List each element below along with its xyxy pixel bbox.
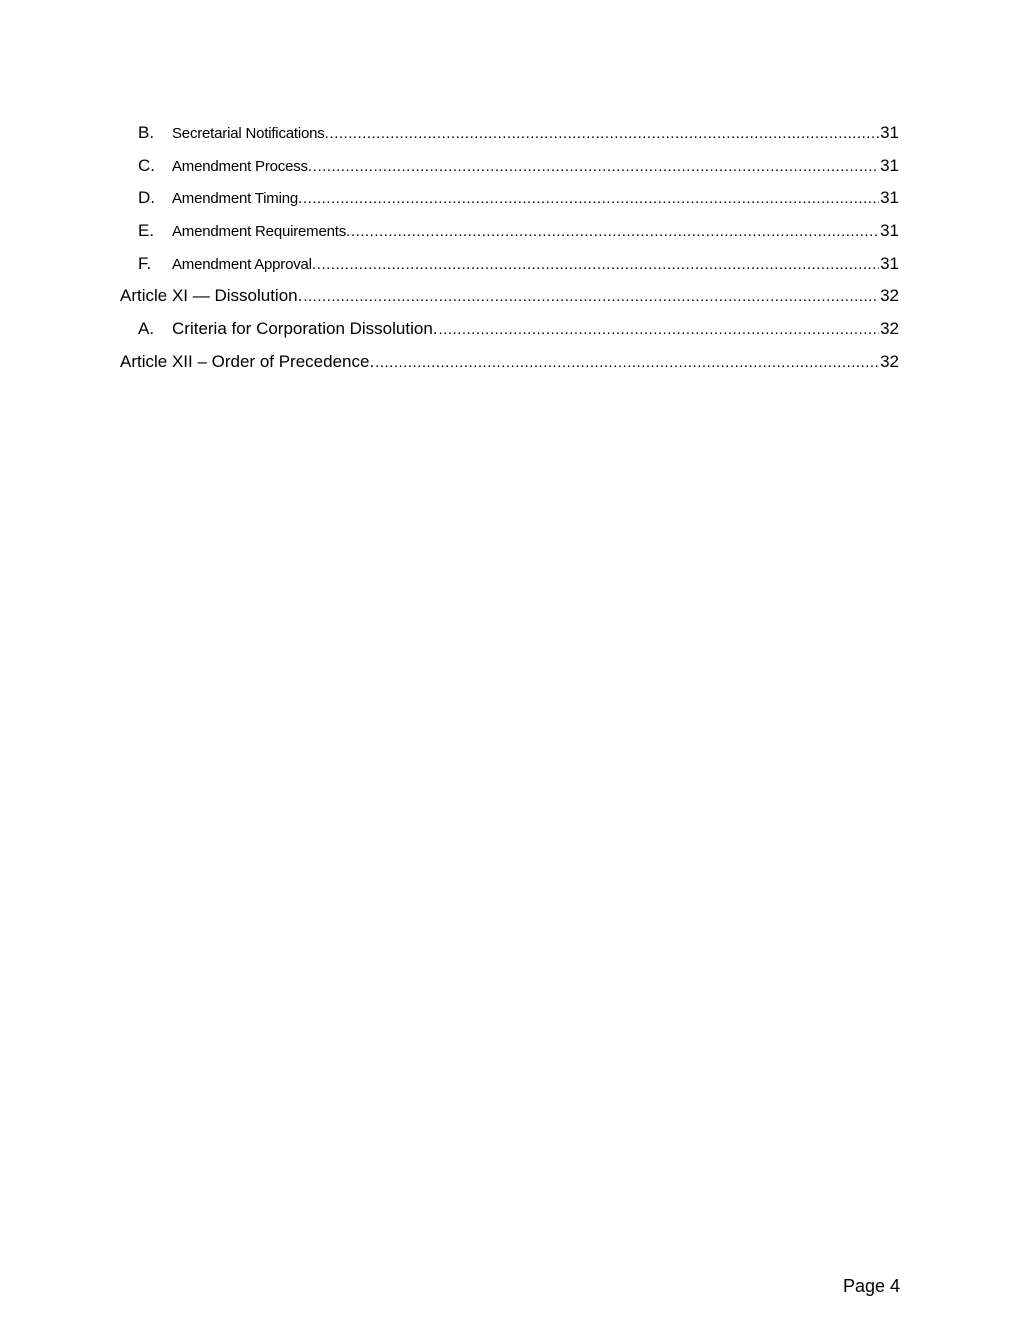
toc-entry-article-xi-dissolution[interactable] [120, 280, 899, 313]
toc-entry-letter: F. [138, 253, 152, 273]
toc-dot-leader [351, 216, 879, 248]
toc-entry-criteria-for-corporation-dissolution[interactable] [120, 313, 899, 346]
toc-dot-leader [439, 314, 880, 346]
toc-entry-letter: B. [138, 123, 155, 142]
toc-entry-amendment-approval[interactable] [120, 248, 899, 281]
toc-entry-title: Amendment Requirements. [172, 223, 350, 241]
toc-entry-amendment-timing[interactable] [120, 182, 899, 215]
page-number-footer: Page 4 [842, 1276, 900, 1296]
toc-entry-title: Article XII – Order of Precedence. [120, 351, 375, 371]
toc-entry-title: Criteria for Corporation Dissolution. [172, 319, 438, 339]
toc-dot-leader [330, 118, 880, 150]
toc-entry-page-number: 32 [880, 319, 899, 339]
toc-entry-page-number: 31 [880, 155, 899, 175]
toc-entry-article-xii-order-of-precedence[interactable] [120, 346, 899, 379]
toc-entry-secretarial-notifications[interactable] [120, 117, 899, 150]
toc-entry-title: Article XI — Dissolution. [120, 286, 303, 306]
toc-dot-leader [317, 249, 879, 281]
toc-entry-letter: D. [138, 188, 155, 208]
toc-entry-title: Amendment Timing. [172, 190, 302, 208]
toc-entry-title: Secretarial Notifications. [172, 125, 329, 142]
toc-entry-letter: C. [138, 155, 155, 175]
toc-entry-page-number: 31 [880, 123, 899, 142]
toc-dot-leader [303, 183, 879, 215]
table-of-contents [120, 117, 899, 379]
toc-dot-leader [375, 346, 879, 379]
toc-entry-letter: A. [138, 319, 155, 339]
toc-entry-title: Amendment Approval. [172, 255, 316, 273]
toc-entry-letter: E. [138, 221, 155, 241]
toc-entry-amendment-process[interactable] [120, 150, 899, 183]
toc-entry-page-number: 31 [880, 188, 899, 208]
toc-entry-page-number: 31 [880, 253, 899, 273]
toc-dot-leader [303, 280, 879, 313]
toc-dot-leader [313, 151, 879, 183]
toc-entry-title: Amendment Process. [172, 157, 312, 175]
toc-entry-amendment-requirements[interactable] [120, 215, 899, 248]
toc-entry-page-number: 31 [880, 221, 899, 241]
toc-entry-page-number: 32 [880, 351, 899, 371]
toc-entry-page-number: 32 [880, 286, 899, 306]
